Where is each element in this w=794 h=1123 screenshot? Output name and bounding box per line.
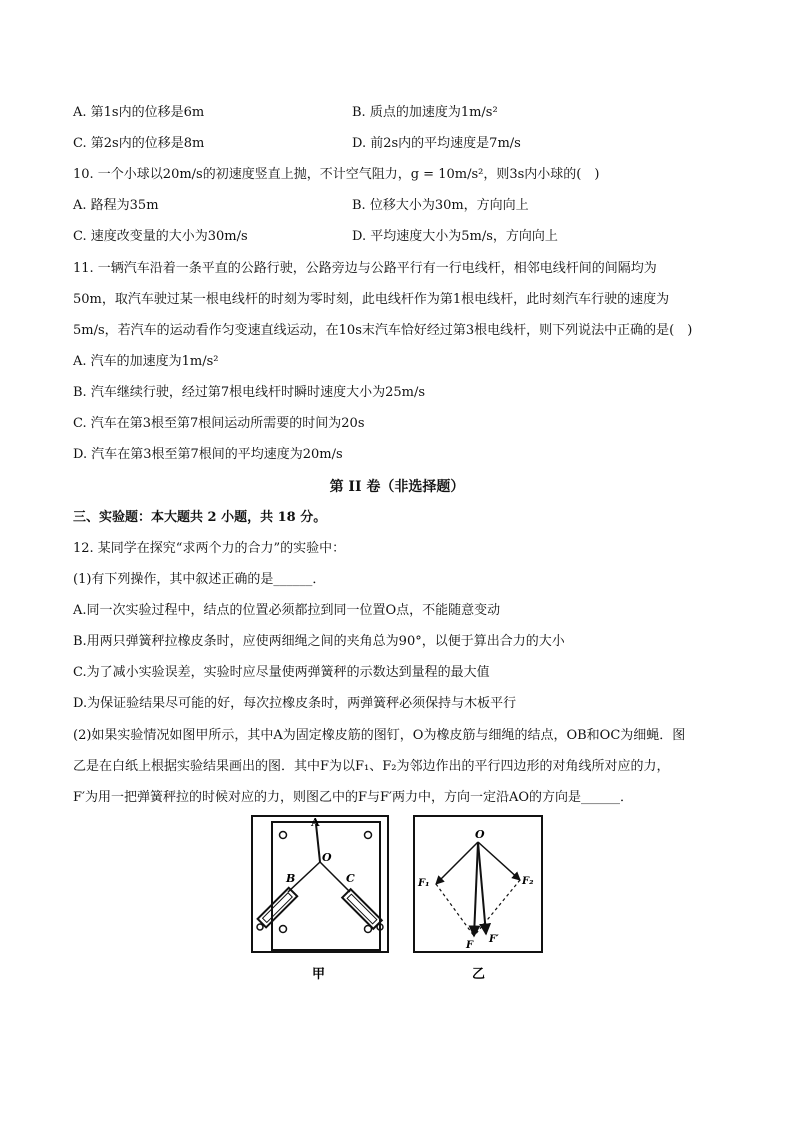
q11-option-d: D. 汽车在第3根至第7根间的平均速度为20m/s [73, 447, 343, 462]
pin-icon [280, 926, 287, 933]
q12-option-d: D.为保证验结果尽可能的好，每次拉橡皮条时，两弹簧秤必须保持与木板平行 [73, 696, 517, 711]
q12-stem: 12. 某同学在探究“求两个力的合力”的实验中： [73, 541, 346, 556]
parallelogram-side-right [474, 880, 520, 936]
q11-stem-line2: 50m，取汽车驶过某一根电线杆的时刻为零时刻，此电线杆作为第1根电线杆，此时刻汽车行驶的速度为 [73, 292, 670, 307]
vector-f2 [478, 842, 520, 880]
vector-f [474, 842, 478, 936]
q9-option-b: B. 质点的加速度为1m/s² [352, 105, 498, 120]
pin-icon [280, 832, 287, 839]
q11-option-c: C. 汽车在第3根至第7根间运动所需要的时间为20s [73, 416, 365, 431]
label-a: A [311, 816, 320, 829]
spring-scale-c [342, 889, 382, 929]
section3-title: 三、实验题：本大题共 2 小题，共 18 分。 [73, 510, 327, 525]
q11-stem-line3: 5m/s，若汽车的运动看作匀变速直线运动，在10s末汽车恰好经过第3根电线杆，则下列说法中正确的是( ) [73, 323, 693, 338]
spring-scale-b [258, 888, 298, 928]
q12-option-b: B.用两只弹簧秤拉橡皮条时，应使两细绳之间的夹角总为90°，以便于算出合力的大小 [73, 634, 565, 649]
scale-hook-b [257, 924, 263, 930]
q9-option-d: D. 前2s内的平均速度是7m/s [352, 136, 521, 151]
part2-title: 第 II 卷（非选择题） [329, 479, 465, 495]
figure-yi [412, 814, 544, 984]
q10-option-a: A. 路程为35m [73, 198, 159, 213]
q10-option-c: C. 速度改变量的大小为30m/s [73, 229, 248, 244]
label-b: B [286, 872, 296, 885]
label-f-prime: F′ [489, 934, 499, 945]
q12-option-a: A.同一次实验过程中，结点的位置必须都拉到同一位置O点，不能随意变动 [73, 603, 501, 618]
q12-option-c: C.为了减小实验误差，实验时应尽量使两弹簧秤的示数达到量程的最大值 [73, 665, 490, 680]
q11-option-a: A. 汽车的加速度为1m/s² [73, 354, 219, 369]
label-f: F [466, 940, 474, 951]
label-o: O [475, 828, 485, 841]
paper-frame [272, 822, 380, 950]
rubber-band [316, 824, 320, 862]
q9-option-a: A. 第1s内的位移是6m [73, 105, 205, 120]
q10-option-d: D. 平均速度大小为5m/s，方向向上 [352, 229, 558, 244]
label-f2: F₂ [522, 876, 534, 887]
q12-sub1: (1)有下列操作，其中叙述正确的是______． [73, 572, 326, 587]
pin-icon [365, 832, 372, 839]
q12-sub2-line1: (2)如果实验情况如图甲所示，其中A为固定橡皮筋的图钉，O为橡皮筋与细绳的结点，OB和OC为细蝇．图 [73, 728, 686, 743]
figure-jia [250, 814, 390, 984]
label-c: C [346, 872, 355, 885]
caption-jia: 甲 [312, 967, 326, 982]
vector-f-prime [478, 842, 486, 934]
q9-option-c: C. 第2s内的位移是8m [73, 136, 205, 151]
caption-yi: 乙 [472, 967, 486, 982]
q10-stem: 10. 一个小球以20m/s的初速度竖直上抛，不计空气阻力，g = 10m/s²，则3s内小球的( ) [73, 167, 600, 182]
parallelogram-side-left [436, 884, 474, 936]
q10-option-b: B. 位移大小为30m，方向向上 [352, 198, 529, 213]
q12-sub2-line2: 乙是在白纸上根据实验结果画出的图．其中F为以F₁、F₂为邻边作出的平行四边形的对角线所对应的力， [73, 759, 670, 774]
q12-sub2-line3: F′为用一把弹簧秤拉的时候对应的力，则图乙中的F与F′两力中，方向一定沿AO的方向是______． [73, 790, 634, 805]
label-o: O [322, 851, 332, 864]
label-f1: F₁ [418, 878, 430, 889]
q11-option-b: B. 汽车继续行驶，经过第7根电线杆时瞬时速度大小为25m/s [73, 385, 426, 400]
q11-stem-line1: 11. 一辆汽车沿着一条平直的公路行驶，公路旁边与公路平行有一行电线杆，相邻电线杆间的间隔均为 [73, 261, 657, 276]
vector-f1 [436, 842, 478, 884]
